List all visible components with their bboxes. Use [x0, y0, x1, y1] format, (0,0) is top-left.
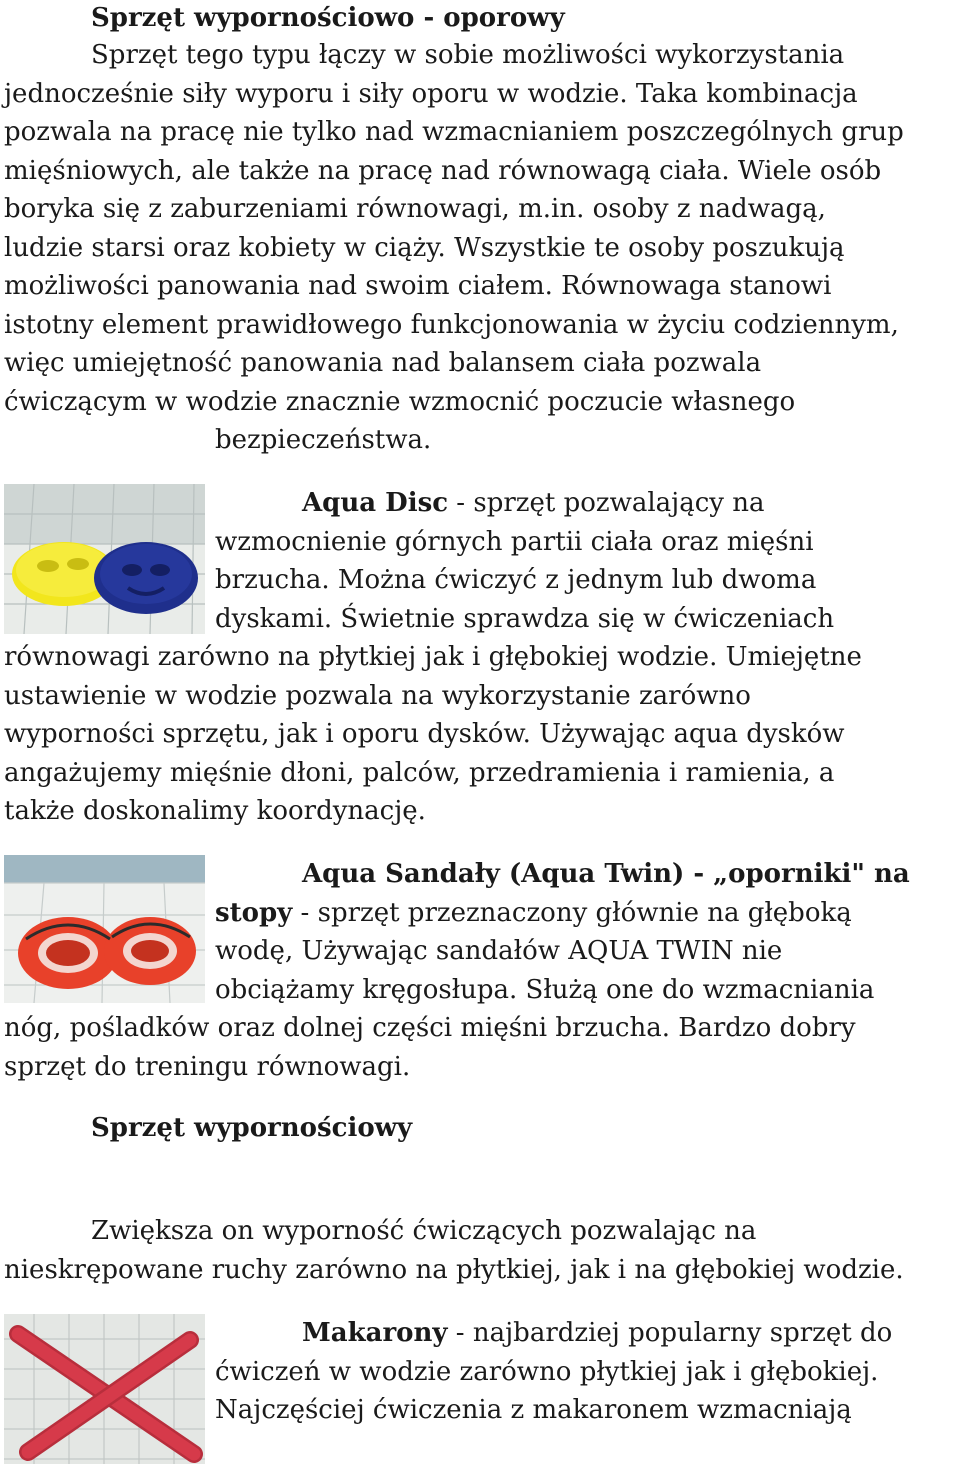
paragraph-line: wyporności sprzętu, jak i oporu dysków. Używając aqua dysków [4, 719, 845, 749]
aqua-sandals-title: Aqua Sandały (Aqua Twin) - „oporniki" na [302, 859, 910, 889]
paragraph-aqua-disc [4, 484, 862, 831]
paragraph-line: możliwości panowania nad swoim ciałem. Równowaga stanowi [4, 271, 832, 301]
aqua-sandals-title-cont: stopy [215, 897, 293, 928]
section-heading-buoyancy: Sprzęt wypornościowy [91, 1113, 413, 1143]
paragraph-line: ćwiczeń w wodzie zarówno płytkiej jak i głębokiej. [215, 1356, 879, 1387]
paragraph-buoyancy [4, 1212, 904, 1289]
paragraph-line: brzucha. Można ćwiczyć z jednym lub dwoma [215, 565, 817, 595]
paragraph-line: nóg, pośladków oraz dolnej części mięśni brzucha. Bardzo dobry [4, 1013, 856, 1043]
paragraph-line: wodę, Używając sandałów AQUA TWIN nie [215, 936, 783, 966]
paragraph-line: także doskonalimy koordynację. [4, 796, 426, 826]
paragraph-line: boryka się z zaburzeniami równowagi, m.in. osoby z nadwagą, [4, 194, 826, 224]
paragraph-line: obciążamy kręgosłupa. Służą one do wzmacniania [215, 974, 875, 1005]
paragraph-line: Sprzęt tego typu łączy w sobie możliwości wykorzystania [91, 40, 845, 70]
paragraph-line: ludzie starsi oraz kobiety w ciąży. Wszystkie te osoby poszukują [4, 232, 845, 263]
paragraph-line: stopy - sprzęt przeznaczony głównie na głęboką [215, 897, 852, 928]
section-heading-resistance-buoyancy: Sprzęt wypornościowo - oporowy [91, 3, 565, 33]
makarony-title: Makarony [302, 1318, 448, 1348]
aqua-disc-title: Aqua Disc [302, 488, 449, 518]
paragraph-line: Aqua Disc - sprzęt pozwalający na [302, 488, 765, 518]
paragraph-line: sprzęt do treningu równowagi. [4, 1051, 411, 1082]
paragraph-resistance-buoyancy [4, 36, 904, 460]
paragraph-aqua-sandals [4, 855, 910, 1086]
paragraph-line: pozwala na pracę nie tylko nad wzmacnianiem poszczególnych grup [4, 117, 904, 147]
paragraph-line: więc umiejętność panowania nad balansem ciała pozwala [4, 348, 762, 378]
paragraph-line: mięśniowych, ale także na pracę nad równowagą ciała. Wiele osób [4, 155, 882, 186]
paragraph-line: dyskami. Świetnie sprawdza się w ćwiczeniach [215, 603, 835, 634]
paragraph-line: równowagi zarówno na płytkiej jak i głębokiej wodzie. Umiejętne [4, 642, 862, 672]
paragraph-line: ustawienie w wodzie pozwala na wykorzystanie zarówno [4, 680, 751, 711]
paragraph-line: ćwiczącym w wodzie znacznie wzmocnić poczucie własnego [4, 386, 796, 417]
paragraph-line: wzmocnienie górnych partii ciała oraz mięśni [215, 526, 814, 557]
paragraph-line: angażujemy mięśnie dłoni, palców, przedramienia i ramienia, a [4, 757, 835, 788]
paragraph-line: bezpieczeństwa. [215, 425, 432, 455]
paragraph-line: Zwiększa on wyporność ćwiczących pozwalając na [91, 1216, 757, 1246]
paragraph-line: Najczęściej ćwiczenia z makaronem wzmacniają [215, 1395, 852, 1425]
paragraph-line: istotny element prawidłowego funkcjonowania w życiu codziennym, [4, 309, 899, 340]
paragraph-line [4, 855, 910, 894]
paragraph-line: jednocześnie siły wyporu i siły oporu w wodzie. Taka kombinacja [4, 78, 858, 109]
paragraph-line: nieskrępowane ruchy zarówno na płytkiej, jak i na głębokiej wodzie. [4, 1254, 904, 1285]
paragraph-makarony [4, 1314, 892, 1430]
paragraph-line: Makarony - najbardziej popularny sprzęt do [302, 1318, 893, 1348]
